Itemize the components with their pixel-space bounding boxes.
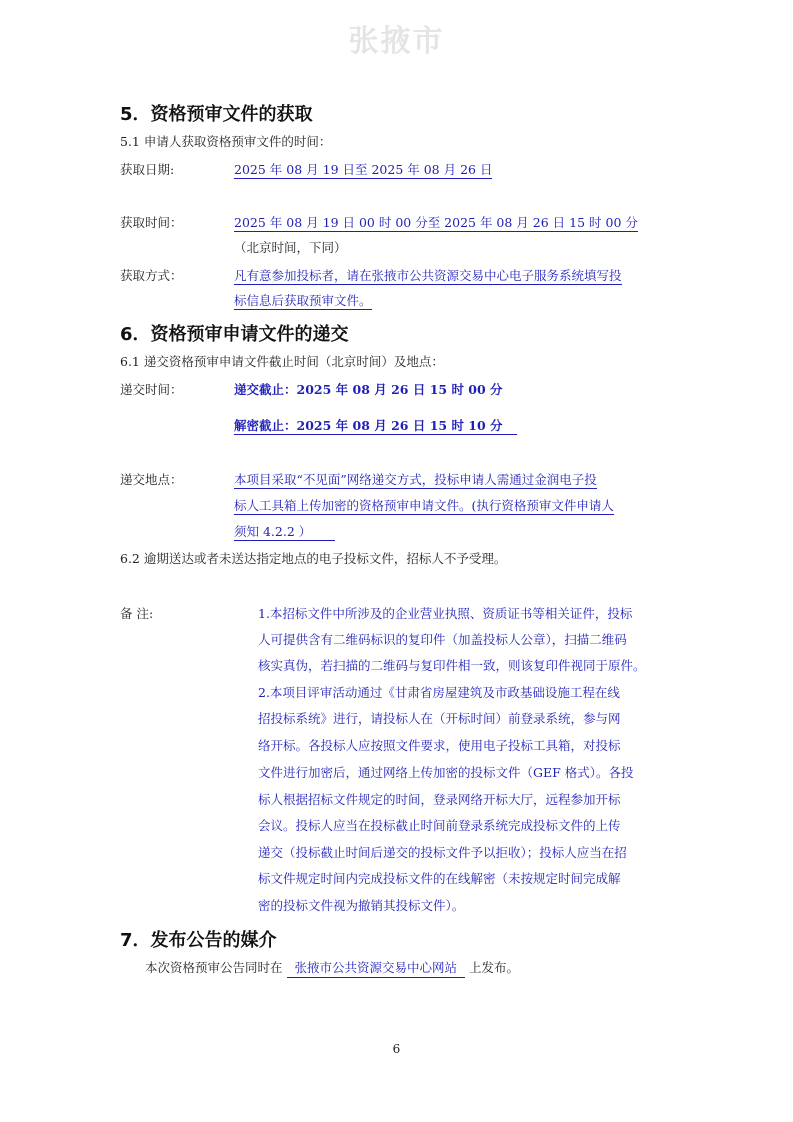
submit-deadline: 递交截止：2025 年 08 月 26 日 15 时 00 分	[234, 382, 503, 397]
remarks-line: 递交（投标截止时间后递交的投标文件予以拒收）；投标人应当在招	[258, 845, 627, 860]
remarks-label: 备 注:	[120, 606, 154, 621]
section-6-heading: 6．资格预审申请文件的递交	[120, 324, 349, 345]
submit-time-label: 递交时间：	[120, 382, 183, 397]
fetch-method-label: 获取方式：	[120, 268, 183, 283]
fetch-time-label: 获取时间：	[120, 215, 183, 230]
remarks-line: 络开标。各投标人应按照文件要求，使用电子投标工具箱，对投标	[258, 738, 621, 753]
watermark: 张掖市	[348, 24, 445, 59]
publication-prefix: 本次资格预审公告同时在	[145, 960, 283, 975]
remarks-line: 2.本项目评审活动通过《甘肃省房屋建筑及市政基础设施工程在线	[258, 685, 620, 700]
decrypt-deadline: 解密截止：2025 年 08 月 26 日 15 时 10 分	[234, 418, 517, 435]
fetch-method-line-1: 凡有意参加投标者，请在张掖市公共资源交易中心电子服务系统填写投	[234, 268, 622, 283]
publication-site-link[interactable]: 张掖市公共资源交易中心网站	[287, 958, 466, 978]
fetch-date-label: 获取日期:	[120, 162, 175, 177]
page-number: 6	[392, 1042, 401, 1056]
remarks-line: 核实真伪，若扫描的二维码与复印件相一致，则该复印件视同于原件。	[258, 658, 646, 673]
submit-place-line-1: 本项目采取“不见面”网络递交方式，投标申请人需通过金润电子投	[234, 472, 597, 487]
submit-place-label: 递交地点：	[120, 472, 183, 487]
remarks-line: 会议。投标人应当在投标截止时间前登录系统完成投标文件的上传	[258, 818, 621, 833]
fetch-method-line-2: 标信息后获取预审文件。	[234, 293, 372, 308]
section-6-1-text: 6.1 递交资格预审申请文件截止时间（北京时间）及地点：	[120, 354, 444, 369]
remarks-line: 标文件规定时间内完成投标文件的在线解密（未按规定时间完成解	[258, 871, 621, 886]
remarks-line: 标人根据招标文件规定的时间，登录网络开标大厅，远程参加开标	[258, 792, 621, 807]
section-5-heading: 5．资格预审文件的获取	[120, 104, 313, 125]
remarks-line: 文件进行加密后，通过网络上传加密的投标文件（GEF 格式）。各投	[258, 765, 634, 780]
submit-place-line-3: 须知 4.2.2 ）	[234, 524, 335, 541]
remarks-line: 1.本招标文件中所涉及的企业营业执照、资质证书等相关证件，投标	[258, 606, 633, 621]
section-7-heading: 7．发布公告的媒介	[120, 930, 277, 951]
publication-suffix: 上发布。	[469, 960, 520, 975]
fetch-date-value: 2025 年 08 月 19 日至 2025 年 08 月 26 日	[234, 162, 493, 177]
remarks-line: 人可提供含有二维码标识的复印件（加盖投标人公章），扫描二维码	[258, 632, 627, 647]
late-submission-text: 6.2 逾期送达或者未送达指定地点的电子投标文件，招标人不予受理。	[120, 551, 507, 566]
remarks-line: 招投标系统》进行，请投标人在（开标时间）前登录系统，参与网	[258, 711, 621, 726]
fetch-time-note: （北京时间，下同）	[234, 240, 347, 255]
fetch-time-value: 2025 年 08 月 19 日 00 时 00 分至 2025 年 08 月 26 日 15 时 00 分	[234, 215, 638, 230]
section-5-1-text: 5.1 申请人获取资格预审文件的时间：	[120, 134, 332, 149]
remarks-line: 密的投标文件视为撤销其投标文件）。	[258, 898, 465, 913]
submit-place-line-2: 标人工具箱上传加密的资格预审申请文件。(执行资格预审文件申请人	[234, 498, 614, 513]
publication-line	[145, 958, 519, 978]
